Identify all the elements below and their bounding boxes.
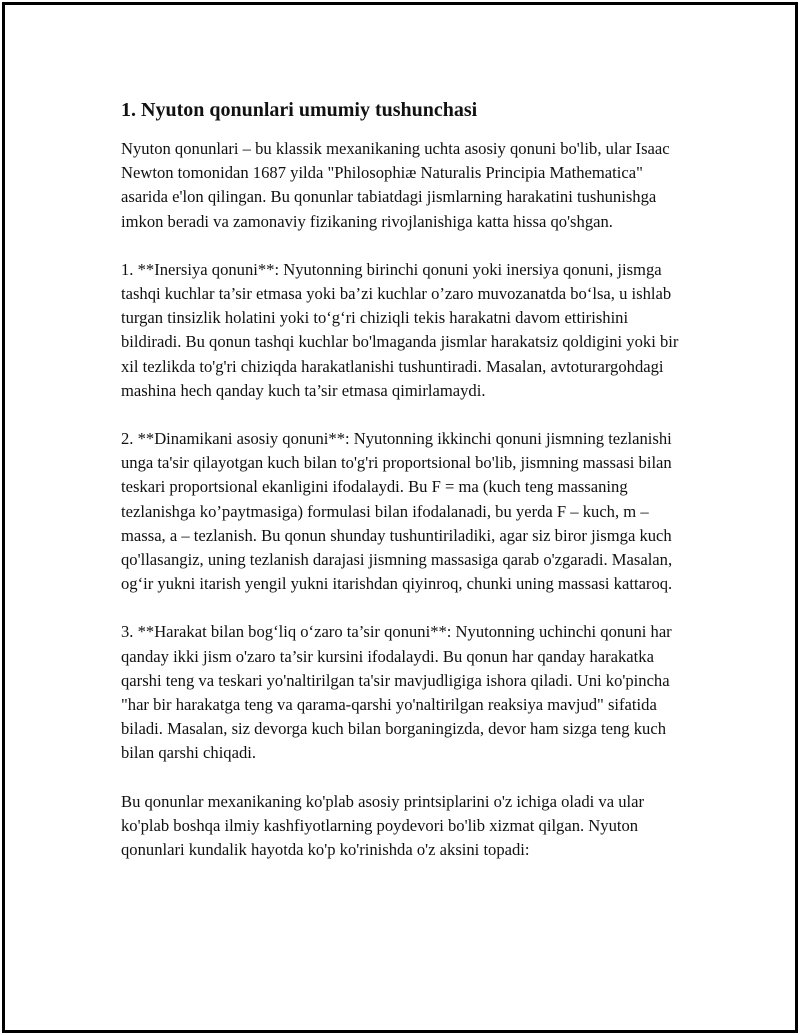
conclusion-paragraph: Bu qonunlar mexanikaning ko'plab asosiy printsiplarini o'z ichiga oladi va ular ko'plab boshqa ilmiy kashfiyotlarning poydevori bo'lib xizmat qilgan. Nyuton qonunlari kundalik hayotda ko'p ko'rinishda o'z aksini topadi: bbox=[121, 791, 645, 860]
second-law-paragraph: 2. **Dinamikani asosiy qonuni**: Nyutonning ikkinchi qonuni jismning tezlanishi unga ta'sir qilayotgan kuch bilan to'g'ri proportsional bo'lib, jismning massasi bilan teskari proportsional ekanligini ifodalaydi. Bu F = ma (kuch teng massaning tezlanishga ko’paytmasiga) formulasi bilan ifodalanadi, bu yerda F – kuch, m – massa, a – tezlanish. Bu qonun shunday tushuntiriladiki, agar siz biror jismga kuch qo'llasangiz, uning tezlanish darajasi jismning massasiga qarab o'zgaradi. Masalan, og‘ir yukni itarish yengil yukni itarishdan qiyinroq, chunki uning massasi kattaroq. bbox=[121, 429, 673, 594]
section-heading: 1. Nyuton qonunlari umumiy tushunchasi bbox=[121, 99, 478, 121]
third-law-paragraph: 3. **Harakat bilan bog‘liq o‘zaro ta’sir qonuni**: Nyutonning uchinchi qonuni har qanday ikki jism o'zaro ta’sir kursini ifodalaydi. Bu qonun har qanday harakatka qarshi teng va teskari yo'naltirilgan ta'sir mavjudligiga ishora qiladi. Uni ko'pincha "har bir harakatga teng va qarama-qarshi yo'naltirilgan reaksiya mavjud" sifatida biladi. Masalan, siz devorga kuch bilan borganingizda, devor ham sizga teng kuch bilan qarshi chiqadi. bbox=[121, 622, 672, 763]
first-law-paragraph: 1. **Inersiya qonuni**: Nyutonning birinchi qonuni yoki inersiya qonuni, jismga tashqi kuchlar ta’sir etmasa yoki ba’zi kuchlar o’zaro muvozanatda bo‘lsa, u ishlab turgan tinsizlik holatini yoki to‘g‘ri chiziqli tekis harakatni davom ettirishini bildiradi. Bu qonun tashqi kuchlar bo'lmaganda jismlar harakatsiz qoldigini yoki bir xil tezlikda to'g'ri chiziqda harakatlanishi tushuntiradi. Masalan, avtoturargohdagi mashina hech qanday kuch ta’sir etmasa qimirlamaydi. bbox=[121, 259, 679, 400]
page-frame bbox=[2, 2, 798, 1033]
document-body bbox=[121, 97, 691, 886]
intro-paragraph: Nyuton qonunlari – bu klassik mexanikaning uchta asosiy qonuni bo'lib, ular Isaac Newton tomonidan 1687 yilda "Philosophiæ Naturalis Principia Mathematica" asarida e'lon qilingan. Bu qonunlar tabiatdagi jismlarning harakatini tushunishga imkon beradi va zamonaviy fizikaning rivojlanishiga katta hissa qo'shgan. bbox=[121, 139, 670, 231]
